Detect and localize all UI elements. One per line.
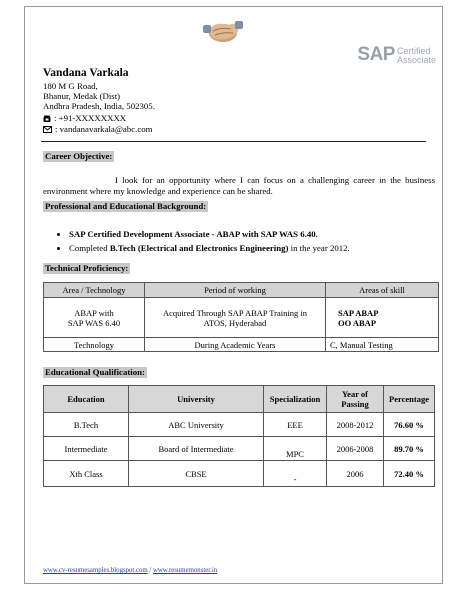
table-cell: MPC <box>264 437 327 461</box>
address-block <box>43 81 155 112</box>
table-cell: SAP ABAP OO ABAP <box>326 298 439 338</box>
sap-brand: SAP <box>357 44 395 65</box>
footer-link-cv-resumesamples[interactable]: www.cv-resumesamples.blogspot.com <box>43 567 148 574</box>
divider <box>41 141 426 142</box>
table-cell: 76.60 % <box>384 413 435 437</box>
table-cell: EEE <box>264 413 327 437</box>
table-row <box>44 461 435 487</box>
career-objective-heading: Career Objective: <box>45 151 113 161</box>
resume-page <box>24 6 443 584</box>
list-item: • Completed B.Tech (Electrical and Electronics Engineering) in the year 2012. <box>69 241 350 255</box>
table-cell: 72.40 % <box>384 461 435 487</box>
footer-link-resumemonster[interactable]: www.resumemonster.in <box>153 567 218 574</box>
address-line: Andhra Pradesh, India, 502305. <box>43 101 155 112</box>
table-cell: 2008-2012 <box>327 413 384 437</box>
phone-icon <box>43 115 51 123</box>
table-cell: ABAP with SAP WAS 6.40 <box>44 298 145 338</box>
technical-proficiency-heading: Technical Proficiency: <box>45 263 129 273</box>
footer-separator: / <box>147 567 153 574</box>
table-header: Area / Technology <box>44 283 145 298</box>
table-cell: CBSE <box>129 461 264 487</box>
professional-background-heading: Professional and Educational Background: <box>45 201 207 211</box>
phone-row <box>43 113 153 124</box>
table-header: Period of working <box>145 283 326 298</box>
list-item: • SAP Certified Development Associate - ABAP with SAP WAS 6.40. <box>69 227 350 241</box>
email-icon <box>43 126 52 133</box>
table-cell: 89.70 % <box>384 437 435 461</box>
table-cell: - <box>264 461 327 487</box>
address-line: 180 M G Road, <box>43 81 98 91</box>
footer-links <box>43 567 217 574</box>
table-cell: Intermediate <box>44 437 129 461</box>
table-header: Areas of skill <box>326 283 439 298</box>
table-header: Year of Passing <box>327 386 384 413</box>
email-row <box>43 124 153 135</box>
table-row <box>44 338 439 352</box>
candidate-name: Vandana Varkala <box>43 67 129 79</box>
sap-certified-logo <box>357 45 436 65</box>
address-line: Bhanur, Medak (Dist) <box>43 91 121 102</box>
table-row <box>44 298 439 338</box>
background-list <box>53 227 350 255</box>
table-header: Specialization <box>264 386 327 413</box>
table-header: Education <box>44 386 129 413</box>
table-cell: 2006 <box>327 461 384 487</box>
table-cell: Xth Class <box>44 461 129 487</box>
table-row <box>44 413 435 437</box>
educational-qualification-heading: Educational Qualification: <box>45 367 145 377</box>
table-cell: Board of Intermediate <box>129 437 264 461</box>
table-cell: B.Tech <box>44 413 129 437</box>
table-cell: 2006-2008 <box>327 437 384 461</box>
sap-cert-label: Certified Associate <box>396 46 436 65</box>
table-cell: During Academic Years <box>145 338 326 352</box>
table-cell: Technology <box>44 338 145 352</box>
handshake-icon <box>203 15 243 45</box>
education-table <box>43 385 435 487</box>
objective-text: I look for an opportunity where I can focus on a challenging career in the business environment where my knowledge and experience can be shared. <box>43 175 435 196</box>
table-cell: Acquired Through SAP ABAP Training in ATOS, Hyderabad <box>145 298 326 338</box>
table-header: Percentage <box>384 386 435 413</box>
phone-number: : +91-XXXXXXXX <box>54 113 127 123</box>
table-cell: C, Manual Testing <box>326 338 439 352</box>
technical-proficiency-table <box>43 282 439 352</box>
table-cell: ABC University <box>129 413 264 437</box>
table-row <box>44 437 435 461</box>
email-address: : vandanavarkala@abc.com <box>55 124 153 134</box>
table-header: University <box>129 386 264 413</box>
contact-block <box>43 113 153 135</box>
